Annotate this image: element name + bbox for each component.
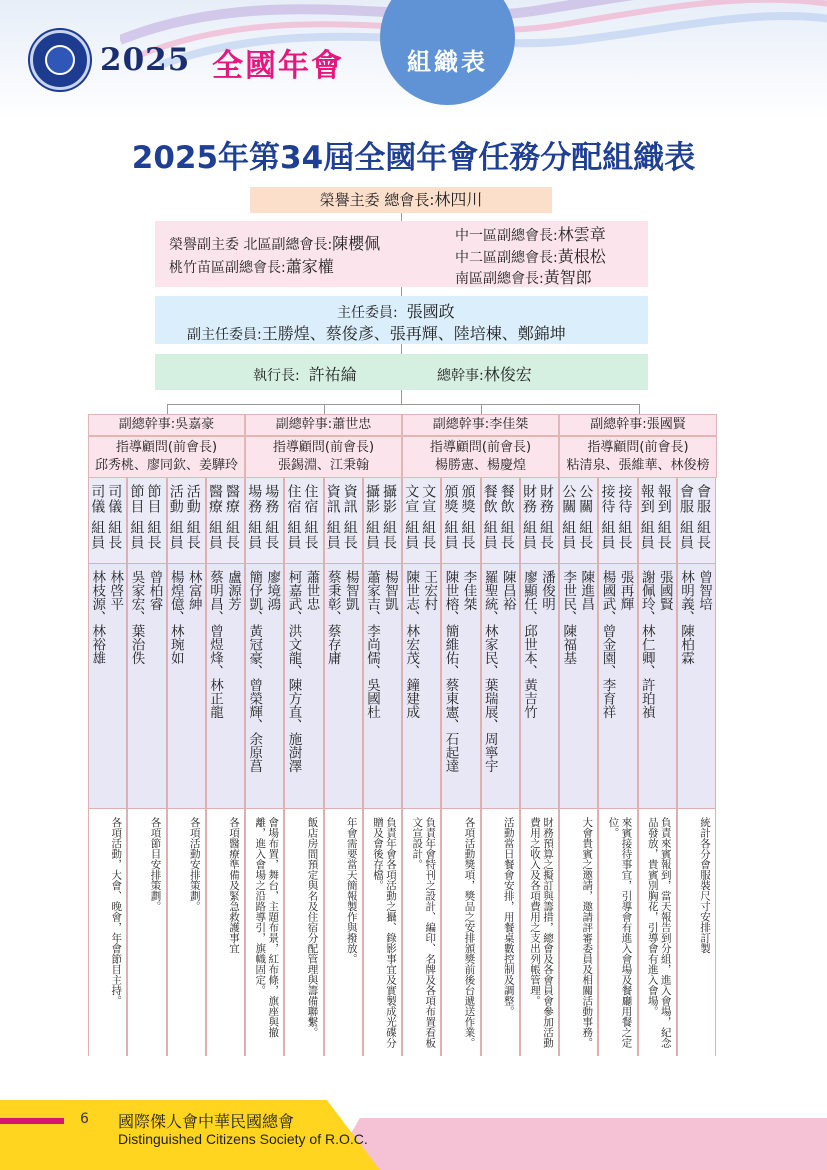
group-members-cell [442,564,479,809]
deputy-box [402,414,559,436]
section-title: 組織表 [407,48,488,76]
group-role-suffix: 組員 [246,520,263,550]
group-name: 司儀 [89,484,106,514]
group-role-suffix: 組員 [403,520,420,550]
deputy-name: 吳嘉豪 [175,417,215,432]
group-name-cell [599,478,636,564]
footer-pink-band [330,1118,827,1170]
deputy-name: 蕭世忠 [332,417,372,432]
group-duty: 各項活動獎項，獎品之安排頒獎前後台遞送作業。 [463,817,476,1048]
deputy-label: 副總幹事: [432,417,490,432]
group-leader: 王宏村 [421,570,438,611]
deputy-box [88,414,245,436]
header-year: 2025 [100,42,191,78]
committee-vice-names: 王勝煌、蔡俊彥、張再輝、陸培棟、鄭錦坤 [261,324,566,343]
group-column [598,478,637,1056]
group-leader: 陳昌裕 [499,570,516,611]
group-members-cell [678,564,715,809]
society-emblem-icon [30,30,90,90]
group-role-suffix: 組員 [599,520,616,550]
group-name: 餐飲 [498,484,515,514]
group-duty-cell [403,809,440,1056]
group-name: 頒獎 [442,484,459,514]
group-column [167,478,206,1056]
group-leader: 盧源芳 [225,570,241,611]
group-name: 住宿 [285,484,302,514]
group-name-cell [285,478,322,564]
group-name-cell [403,478,440,564]
header-event-title: 全國年會 [212,48,344,84]
group-name-cell [128,478,165,564]
group-duty: 各項節目安排策劃。 [149,817,162,912]
group-column [245,478,284,1056]
group-members-cell [482,564,519,809]
group-name: 財務 [521,484,537,514]
group-name: 公關 [560,484,577,514]
group-leader: 曾智培 [696,570,712,611]
group-members-cell [364,564,401,809]
group-members: 林枝源、林裕雄 [89,570,106,665]
deputy-box [559,414,717,436]
group-name-cell [482,478,519,564]
group-duty-cell [128,809,165,1056]
group-column [88,478,127,1056]
group-leader: 曾柏睿 [146,570,163,611]
group-column [284,478,323,1056]
connector-line [401,287,402,296]
group-role-suffix: 組長 [184,520,201,550]
committee-vice-label: 副主任委員: [187,327,262,343]
advisor-title: 指導顧問(前會長) [272,440,375,455]
group-duty: 活動當日餐會安排，用餐桌數控制及調整。 [502,817,515,1017]
group-duty-cell [560,809,597,1056]
group-name: 醫療 [207,484,223,514]
group-name-cell [521,478,558,564]
group-leader: 林富紳 [185,570,202,611]
group-name: 資訊 [341,484,358,514]
group-members-cell [207,564,244,809]
group-name: 司儀 [106,484,123,514]
connector-line [401,213,402,221]
group-name: 財務 [538,484,554,514]
group-role-suffix: 組員 [364,520,380,550]
committee-chair-label: 主任委員: [337,305,398,321]
vice-label-central1: 中一區副總會長: [455,228,558,244]
group-role-suffix: 組員 [521,520,537,550]
group-members-cell [246,564,283,809]
advisor-box [402,436,559,478]
secretary-general-name: 林俊宏 [483,365,532,384]
group-role-suffix: 組長 [106,520,123,550]
group-role-suffix: 組長 [616,520,633,550]
group-role-suffix: 組員 [442,520,459,550]
group-name: 場務 [263,484,280,514]
group-column [324,478,363,1056]
group-members: 蔡明昌、曾煜烽、林正龍 [207,570,223,719]
footer-org-name: 國際傑人會中華民國總會 [118,1112,295,1131]
vice-label-north: 榮譽副主委 北區副總會長: [169,237,333,253]
advisor-names: 粘清泉、張維華、林俊榜 [566,458,710,473]
group-duty: 飯店房間預定與名及住宿分配管理與籌備聯繫。 [306,817,319,1038]
connector-line [167,404,639,405]
group-duty-cell [285,809,322,1056]
group-role-suffix: 組員 [324,520,341,550]
group-role-suffix: 組長 [498,520,515,550]
group-duty: 各項醫療準備及緊急救護事宜 [228,817,240,954]
deputy-label: 副總幹事: [118,417,176,432]
group-name: 資訊 [324,484,341,514]
advisor-names: 張錫淵、江秉翰 [277,458,369,473]
group-members: 柯嘉武、洪文龍、陳方直、施澍澤 [285,570,302,773]
group-role-suffix: 組員 [481,520,498,550]
advisor-box [245,436,402,478]
group-name-cell [246,478,283,564]
connector-line [167,404,168,414]
group-role-suffix: 組員 [207,520,223,550]
group-members: 吳家宏、葉治佚 [128,570,145,665]
group-leader: 楊智凱 [342,570,359,611]
group-members: 蕭家吉、李尚儒、吳國杜 [364,570,380,719]
advisor-box [559,436,717,478]
group-duty-cell [207,809,244,1056]
page-title: 2025年第34屆全國年會任務分配組織表 [131,140,696,176]
group-role-suffix: 組長 [224,520,240,550]
group-duty-cell [89,809,126,1056]
group-column [677,478,716,1056]
group-leader: 蕭世忠 [303,570,320,611]
group-duty-cell [482,809,519,1056]
group-name: 頒獎 [459,484,476,514]
group-members-cell [89,564,126,809]
group-role-suffix: 組長 [459,520,476,550]
page-number: 6 [80,1111,89,1127]
group-duty: 各項活動，大會、晚會，年會節目主持。 [110,817,123,1006]
group-name-cell [89,478,126,564]
advisor-title: 指導顧問(前會長) [587,440,689,455]
group-name: 節目 [128,484,145,514]
footer-accent-bar [0,1118,64,1124]
group-leader: 李佳桀 [460,570,477,611]
group-members-cell [403,564,440,809]
committee-box [155,296,648,344]
group-leader: 張國賢 [656,570,673,611]
group-duty: 負責來賓報到，當天報告到分組，進入會場，紀念品發放，貴賓別胸花，引導會有進入會場。 [646,817,672,1048]
group-duty-cell [442,809,479,1056]
group-duty: 大會貴賓之邀請，邀請評審委員及相關活動事務。 [581,817,594,1048]
connector-line [401,344,402,354]
advisor-names: 邱秀桃、廖同欽、姜驊玲 [94,458,238,473]
footer-org-name-en: Distinguished Citizens Society of R.O.C. [118,1131,368,1147]
group-role-suffix: 組長 [695,520,711,550]
group-duty: 會場布置，舞台，主題布景，紅布條，旗座與撤離，進入會場之沿路導引，旗幟固定。 [254,817,280,1038]
group-name: 住宿 [302,484,319,514]
group-leader: 廖境鴻 [264,570,281,611]
group-members: 廖顯任、邱世本、黃吉竹 [521,570,537,719]
group-duty: 年會需要當天簡報製作與撥放。 [345,817,358,964]
deputy-name: 張國賢 [646,417,686,432]
connector-line [401,390,402,404]
group-leader: 陳進昌 [578,570,595,611]
vice-presidents-box [155,221,648,287]
group-name: 餐飲 [481,484,498,514]
group-duty: 各項活動安排策劃。 [188,817,201,912]
secretary-general-label: 總幹事: [437,368,484,384]
group-name: 報到 [638,484,655,514]
group-name: 攝影 [364,484,380,514]
vice-label-taozhumiao: 桃竹苗區副總會長: [169,260,286,276]
group-name-cell [639,478,676,564]
group-column [127,478,166,1056]
vice-name-south: 黃智郎 [543,268,592,287]
group-name-cell [325,478,362,564]
group-name: 公關 [577,484,594,514]
group-duty: 財務預算之擬訂與籌措，總會及各會員會參加活動費用之收入及各項費用之支出列帳管理。 [529,817,554,1048]
ceo-name: 許祐綸 [308,365,357,384]
group-duty: 負責年會特刊之設計、編印、名牌及各項布置看板文宣設計。 [411,817,437,1048]
vice-name-taozhumiao: 蕭家權 [285,257,334,276]
group-role-suffix: 組員 [285,520,302,550]
group-name: 活動 [167,484,184,514]
group-role-suffix: 組長 [263,520,280,550]
group-members: 謝佩玲、林仁卿、許珀禎 [638,570,655,719]
group-name: 接待 [616,484,633,514]
group-name: 接待 [599,484,616,514]
group-name: 報到 [655,484,672,514]
group-members-cell [599,564,636,809]
group-duty-cell [678,809,715,1056]
group-name: 會服 [695,484,711,514]
group-members-cell [285,564,322,809]
group-duty-cell [246,809,283,1056]
vice-label-central2: 中二區副總會長: [455,250,558,266]
group-members: 蔡秉彰、蔡存庸 [324,570,341,665]
group-members: 楊國武、曾金園、李育祥 [599,570,616,719]
group-leader: 林啓平 [107,570,124,611]
group-name: 文宣 [403,484,420,514]
group-members-cell [128,564,165,809]
group-name-cell [207,478,244,564]
group-members-cell [521,564,558,809]
group-column [363,478,402,1056]
advisor-names: 楊勝憲、楊慶煌 [434,458,526,473]
group-column [520,478,559,1056]
group-role-suffix: 組長 [381,520,397,550]
ceo-label: 執行長: [253,368,300,384]
group-members: 羅聖統、林家民、葉瑞展、周寧宇 [481,570,498,773]
group-members: 簡伃凱、黃冠豪、曾榮輝、余原菖 [246,570,263,773]
group-name: 攝影 [381,484,397,514]
group-members-cell [168,564,205,809]
group-duty: 來賓接待事宜，引導會有進入會場及餐廳用餐之定位。 [607,817,633,1048]
group-role-suffix: 組員 [638,520,655,550]
group-leader: 楊智凱 [382,570,398,611]
group-duty: 統計各分會服裝尺寸安排訂製 [699,817,711,954]
group-duty-cell [639,809,676,1056]
group-role-suffix: 組長 [420,520,437,550]
group-members: 楊煌億、林琬如 [167,570,184,665]
honorary-chair-label: 榮譽主委 總會長: [319,191,435,209]
honorary-chair-name: 林四川 [434,190,483,209]
deputy-label: 副總幹事: [275,417,333,432]
advisor-title: 指導顧問(前會長) [429,440,532,455]
executive-box [155,354,648,390]
group-role-suffix: 組長 [302,520,319,550]
group-column [481,478,520,1056]
group-role-suffix: 組員 [89,520,106,550]
group-column [206,478,245,1056]
group-name-cell [678,478,715,564]
group-name-cell [442,478,479,564]
group-duty: 負責年會各項活動之攝、錄影事宜及實製成光碟分贈及會後存檔。 [372,817,397,1048]
group-column [559,478,598,1056]
group-members: 李世民、陳福基 [560,570,577,665]
deputy-box [245,414,402,436]
group-column [402,478,441,1056]
group-name: 節目 [145,484,162,514]
group-role-suffix: 組員 [167,520,184,550]
group-name: 活動 [184,484,201,514]
group-name-cell [364,478,401,564]
group-name: 醫療 [224,484,240,514]
group-duty-cell [168,809,205,1056]
committee-chair-name: 張國政 [406,302,455,321]
vice-name-central2: 黃根松 [557,247,606,266]
group-members-cell [325,564,362,809]
group-role-suffix: 組員 [128,520,145,550]
connector-line [324,404,325,414]
group-leader: 潘俊明 [539,570,555,611]
group-role-suffix: 組長 [341,520,358,550]
group-members-cell [639,564,676,809]
connector-line [481,404,482,414]
group-members: 陳世志、林宏茂、鐘建成 [403,570,420,719]
group-duty-cell [521,809,558,1056]
group-members: 陳世榕、簡維佑、蔡東憲、石起達 [442,570,459,773]
group-name: 會服 [678,484,694,514]
group-role-suffix: 組長 [145,520,162,550]
group-members-cell [560,564,597,809]
connector-line [639,404,640,414]
group-role-suffix: 組長 [577,520,594,550]
vice-name-north: 陳櫻佩 [332,234,381,253]
group-role-suffix: 組員 [560,520,577,550]
group-members: 林明義、陳柏霖 [678,570,694,665]
vice-name-central1: 林雲章 [557,225,606,244]
group-duty-cell [364,809,401,1056]
group-duty-cell [599,809,636,1056]
group-role-suffix: 組長 [655,520,672,550]
group-leader: 張再輝 [617,570,634,611]
group-name: 文宣 [420,484,437,514]
deputy-label: 副總幹事: [590,417,647,432]
group-role-suffix: 組長 [538,520,554,550]
group-name-cell [560,478,597,564]
deputy-name: 李佳桀 [489,417,529,432]
honorary-chair-box [250,187,552,213]
group-column [638,478,677,1056]
group-role-suffix: 組員 [678,520,694,550]
group-name: 場務 [246,484,263,514]
advisor-box [88,436,245,478]
vice-label-south: 南區副總會長: [455,271,544,287]
group-column [441,478,480,1056]
group-duty-cell [325,809,362,1056]
group-name-cell [168,478,205,564]
advisor-title: 指導顧問(前會長) [115,440,218,455]
